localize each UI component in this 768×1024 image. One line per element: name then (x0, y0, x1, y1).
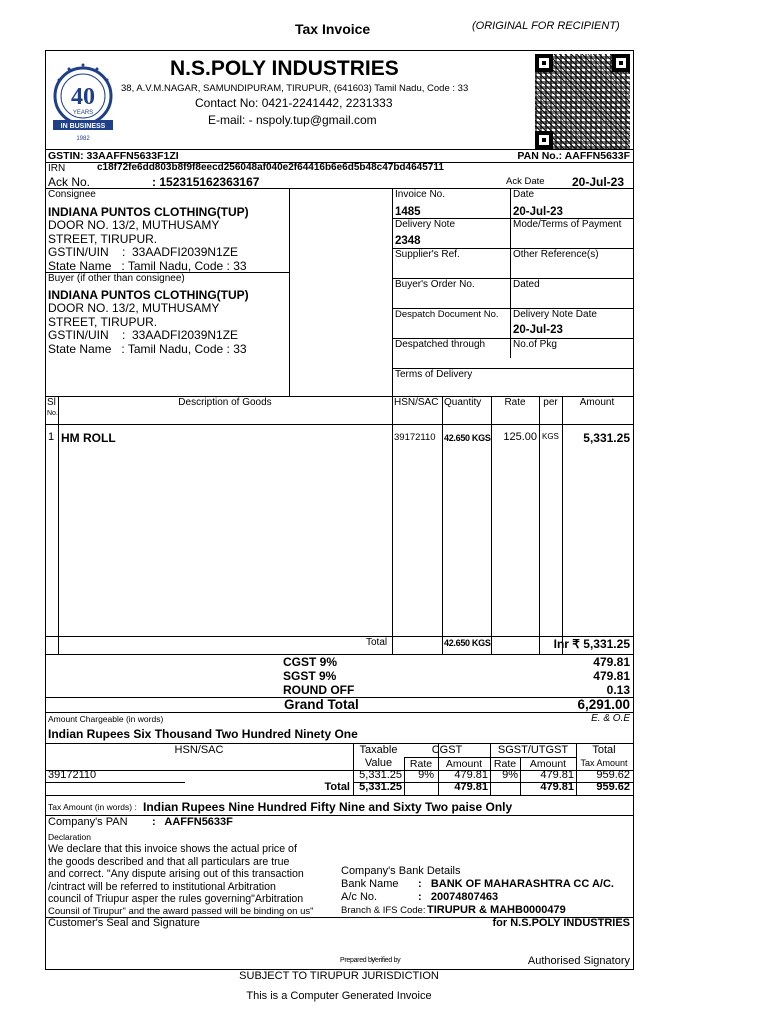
declaration-line: council of Triupur asper the rules governing"Arbitration (48, 893, 304, 905)
dated-label: Dated (513, 279, 540, 290)
tax-in-words: Indian Rupees Nine Hundred Fifty Nine and Sixty Two paise Only (143, 800, 513, 814)
terms-of-delivery-label: Terms of Delivery (395, 369, 473, 380)
tax-col-taxable-2: Value (364, 757, 393, 769)
computer-generated-note: This is a Computer Generated Invoice (246, 990, 432, 1002)
buyer-heading: Buyer (if other than consignee) (48, 273, 185, 284)
ack-date-value: 20-Jul-23 (572, 175, 625, 189)
items-total-label: Total (366, 637, 388, 648)
tax-col-cgst: CGST (431, 744, 463, 756)
qr-code (535, 54, 630, 149)
account-no-label: A/c No. (341, 891, 378, 903)
consignee-address-2: STREET, TIRUPUR. (48, 232, 158, 246)
declaration-label: Declaration (48, 832, 91, 842)
delivery-note-date: 20-Jul-23 (513, 324, 563, 336)
tax-col-hsn: HSN/SAC (174, 744, 224, 756)
ack-no-value: : 152315162363167 (152, 175, 260, 189)
amount-words-label: Amount Chargeable (in words) (48, 714, 164, 724)
company-pan-label: Company's PAN (48, 816, 128, 828)
row-description: HM ROLL (61, 431, 116, 445)
logo-ribbon: IN BUSINESS (60, 123, 106, 130)
grand-total-value: 6,291.00 (577, 697, 630, 712)
sgst-label: SGST 9% (283, 669, 337, 683)
tax-total-taxable: 5,331.25 (359, 781, 402, 793)
prepared-by: Prepared by (340, 957, 375, 964)
tax-row-total: 959.62 (596, 769, 630, 781)
declaration-line: We declare that this invoice shows the actual price of (48, 843, 297, 855)
company-name: N.S.POLY INDUSTRIES (170, 57, 399, 80)
cgst-label: CGST 9% (283, 655, 338, 669)
buyer-name: INDIANA PUNTOS CLOTHING(TUP) (48, 288, 249, 302)
other-ref-label: Other Reference(s) (513, 249, 599, 260)
declaration-line: and correct. "Any dispute arising out of this transaction (48, 868, 304, 880)
cgst-value: 479.81 (593, 655, 630, 669)
company-gstin: GSTIN: 33AAFFN5633F1ZI (48, 150, 179, 162)
consignee-state: State Name : Tamil Nadu, Code : 33 (48, 259, 247, 273)
row-amount: 5,331.25 (583, 431, 630, 445)
round-off-label: ROUND OFF (283, 683, 355, 697)
for-company-label: for N.S.POLY INDUSTRIES (492, 917, 630, 929)
items-total-amount: Inr ₹ 5,331.25 (553, 637, 630, 651)
tax-total-amount: 959.62 (596, 781, 630, 793)
authorised-signatory: Authorised Signatory (527, 955, 630, 967)
account-no-value: : 20074807463 (418, 891, 499, 903)
despatch-doc-label: Despatch Document No. (395, 309, 499, 320)
bank-name-label: Bank Name (341, 878, 399, 890)
buyer-address-1: DOOR NO. 13/2, MUTHUSAMY (48, 301, 220, 315)
tax-row-sgst-amount: 479.81 (540, 769, 574, 781)
logo-year: 1982 (76, 136, 90, 142)
declaration-text (48, 843, 314, 918)
invoice-no-label: Invoice No. (395, 189, 446, 200)
tax-col-total-2: Tax Amount (580, 758, 628, 768)
despatched-through-label: Despatched through (395, 339, 486, 350)
buyer-address-2: STREET, TIRUPUR. (48, 315, 158, 329)
col-no: No. (47, 410, 58, 417)
col-hsn: HSN/SAC (394, 397, 439, 408)
consignee-gstin: GSTIN/UIN : 33AADFI2039N1ZE (48, 245, 239, 259)
ifs-code-value: TIRUPUR & MAHB0000479 (427, 904, 566, 916)
items-total-quantity: 42.650 KGS (444, 638, 491, 648)
company-contact: Contact No: 0421-2241442, 2231333 (195, 96, 393, 110)
company-pan-value: : AAFFN5633F (152, 816, 233, 828)
tax-col-sgst: SGST/UTGST (497, 744, 569, 756)
tax-total-cgst: 479.81 (454, 781, 488, 793)
consignee-address-1: DOOR NO. 13/2, MUTHUSAMY (48, 218, 220, 232)
tax-col-cgst-rate: Rate (409, 758, 433, 770)
company-pan: PAN No.: AAFFN5633F (517, 150, 630, 162)
ack-no-label: Ack No. (48, 175, 91, 189)
tax-row-cgst-rate: 9% (418, 769, 434, 781)
logo-years: YEARS (72, 110, 94, 116)
round-off-value: 0.13 (606, 683, 630, 697)
delivery-note-label: Delivery Note (395, 219, 456, 230)
mode-of-payment-label: Mode/Terms of Payment (513, 219, 622, 230)
suppliers-ref-label: Supplier's Ref. (395, 249, 460, 260)
declaration-line: Counsil of Tirupur" and the award passed will be binding on us" (48, 905, 314, 917)
delivery-note: 2348 (395, 235, 421, 247)
tax-row-sgst-rate: 9% (502, 769, 518, 781)
grand-total-label: Grand Total (284, 697, 359, 712)
tax-col-taxable-1: Taxable (359, 744, 398, 756)
row-rate: 125.00 (503, 431, 537, 443)
tax-col-cgst-amount: Amount (445, 758, 483, 770)
tax-row-hsn: 39172110 (48, 769, 97, 781)
row-hsn: 39172110 (394, 432, 436, 443)
tax-total-label: Total (324, 781, 350, 793)
eoe-note: E. & O.E (591, 713, 630, 724)
tax-col-sgst-amount: Amount (529, 758, 567, 770)
declaration-line: /cintract will be referred to institutional Arbitration (48, 880, 276, 893)
tax-row-cgst-amount: 479.81 (454, 769, 488, 781)
logo-number: 40 (71, 84, 95, 110)
ifs-code-label: Branch & IFS Code: (341, 905, 426, 916)
col-description: Description of Goods (178, 397, 272, 408)
consignee-heading: Consignee (48, 189, 96, 200)
bank-name-value: : BANK OF MAHARASHTRA CC A/C. (418, 878, 614, 890)
consignee-name: INDIANA PUNTOS CLOTHING(TUP) (48, 205, 249, 219)
tax-words-label: Tax Amount (in words) : (48, 802, 137, 812)
company-email: E-mail: - nspoly.tup@gmail.com (208, 113, 377, 127)
copy-note: (ORIGINAL FOR RECIPIENT) (472, 20, 620, 32)
customer-seal-label: Customer's Seal and Signature (48, 917, 200, 929)
tax-col-total-1: Total (592, 744, 616, 756)
buyer-gstin: GSTIN/UIN : 33AADFI2039N1ZE (48, 328, 239, 342)
sgst-value: 479.81 (593, 669, 630, 683)
invoice-no: 1485 (395, 206, 421, 218)
ack-date-label: Ack Date (506, 176, 545, 187)
date-label: Date (513, 189, 535, 200)
col-amount: Amount (579, 397, 615, 408)
amount-in-words: Indian Rupees Six Thousand Two Hundred Ninety One (48, 727, 358, 741)
irn-label: IRN (48, 163, 66, 174)
verified-by: Verified by (371, 957, 401, 964)
document-title: Tax Invoice (295, 21, 371, 37)
tax-total-sgst: 479.81 (540, 781, 574, 793)
col-quantity: Quantity (444, 397, 482, 408)
delivery-note-date-label: Delivery Note Date (513, 309, 597, 320)
row-sl: 1 (48, 431, 55, 443)
tax-row-taxable: 5,331.25 (359, 769, 402, 781)
buyers-order-label: Buyer's Order No. (395, 279, 475, 290)
col-sl: Sl (47, 397, 56, 408)
declaration-line: the goods described and that all particulars are true (48, 855, 290, 868)
invoice-date: 20-Jul-23 (513, 206, 563, 218)
buyer-state: State Name : Tamil Nadu, Code : 33 (48, 342, 247, 356)
row-quantity: 42.650 KGS (444, 433, 491, 443)
bank-heading: Company's Bank Details (341, 865, 461, 877)
company-address: 38, A.V.M.NAGAR, SAMUNDIPURAM, TIRUPUR, (641603) Tamil Nadu, Code : 33 (121, 83, 469, 94)
row-per: KGS (542, 432, 559, 441)
jurisdiction-note: SUBJECT TO TIRUPUR JURISDICTION (239, 970, 439, 982)
col-rate: Rate (504, 397, 526, 408)
no-of-pkg-label: No.of Pkg (513, 339, 557, 350)
company-logo (49, 56, 117, 146)
irn-value: c18f72fe6dd803b8f9f8eecd256048af040e2f64416b6e6d5b48c47bd4645711 (97, 162, 444, 173)
tax-col-sgst-rate: Rate (493, 758, 517, 770)
col-per: per (543, 397, 558, 408)
